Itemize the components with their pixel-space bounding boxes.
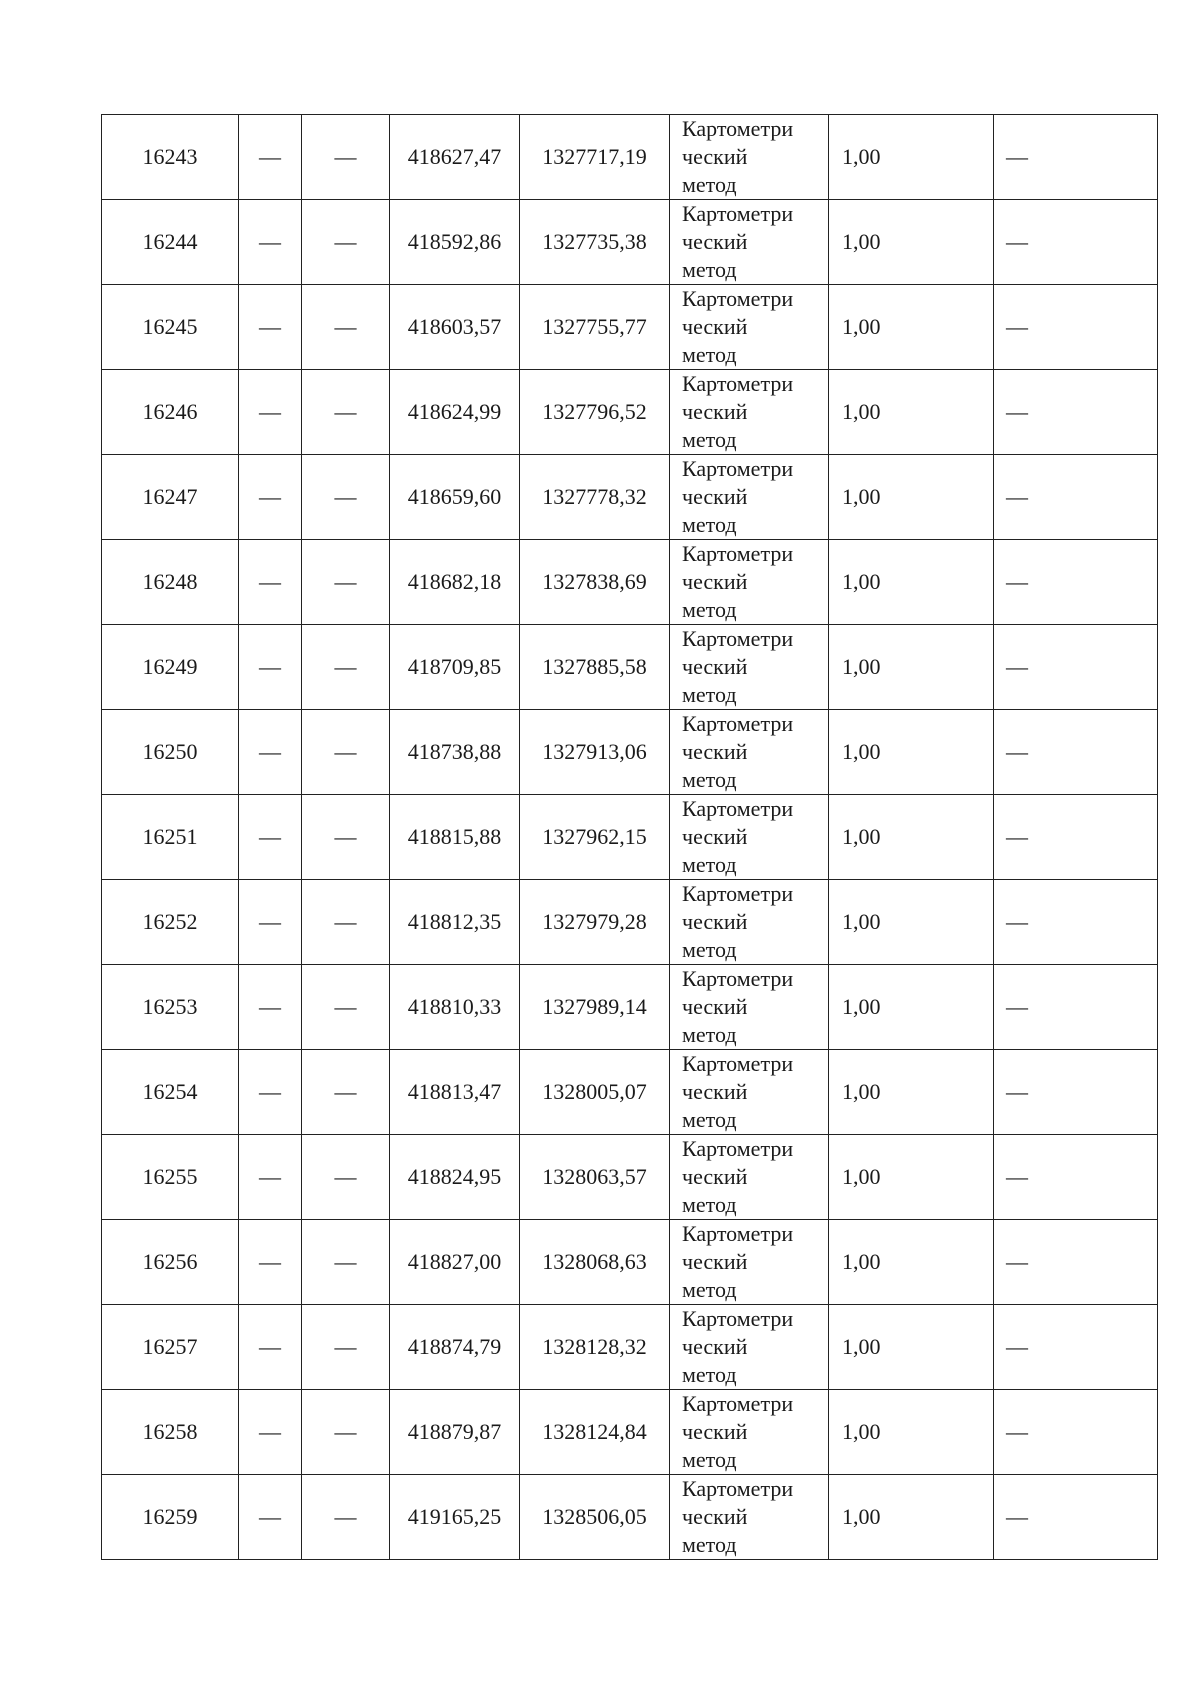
accuracy-text: 1,00 bbox=[842, 1419, 881, 1444]
point-number-cell bbox=[102, 285, 239, 370]
x-coordinate-cell bbox=[390, 1475, 520, 1560]
x-text: 418815,88 bbox=[407, 824, 502, 849]
empty-value-cell bbox=[302, 1475, 390, 1560]
empty-value-cell bbox=[239, 540, 302, 625]
empty-value-cell bbox=[994, 540, 1158, 625]
table-row bbox=[102, 880, 1158, 965]
dash-text: — bbox=[334, 994, 357, 1019]
num-text: 16254 bbox=[142, 1079, 198, 1104]
num-text: 16249 bbox=[142, 654, 198, 679]
x-text: 419165,25 bbox=[407, 1504, 502, 1529]
x-coordinate-cell bbox=[390, 880, 520, 965]
dash-text: — bbox=[1006, 994, 1028, 1019]
empty-value-cell bbox=[302, 1220, 390, 1305]
accuracy-cell bbox=[829, 965, 994, 1050]
dash-text: — bbox=[334, 484, 357, 509]
point-number-cell bbox=[102, 540, 239, 625]
table-row bbox=[102, 710, 1158, 795]
point-number-cell bbox=[102, 710, 239, 795]
x-text: 418659,60 bbox=[407, 484, 502, 509]
num-text: 16247 bbox=[142, 484, 198, 509]
num-text: 16244 bbox=[142, 229, 198, 254]
empty-value-cell bbox=[239, 455, 302, 540]
y-coordinate-cell bbox=[520, 540, 670, 625]
empty-value-cell bbox=[239, 1050, 302, 1135]
table-row bbox=[102, 625, 1158, 710]
table-row bbox=[102, 370, 1158, 455]
accuracy-text: 1,00 bbox=[842, 1504, 881, 1529]
dash-text: — bbox=[259, 569, 281, 594]
accuracy-cell bbox=[829, 200, 994, 285]
empty-value-cell bbox=[239, 115, 302, 200]
empty-value-cell bbox=[994, 115, 1158, 200]
y-coordinate-cell bbox=[520, 795, 670, 880]
empty-value-cell bbox=[994, 200, 1158, 285]
method-text: Картометри ческий метод bbox=[682, 116, 794, 197]
point-number-cell bbox=[102, 1305, 239, 1390]
dash-text: — bbox=[1006, 1504, 1028, 1529]
dash-text: — bbox=[1006, 144, 1028, 169]
method-cell bbox=[670, 370, 829, 455]
point-number-cell bbox=[102, 1135, 239, 1220]
empty-value-cell bbox=[239, 1220, 302, 1305]
num-text: 16243 bbox=[142, 144, 198, 169]
y-coordinate-cell bbox=[520, 710, 670, 795]
empty-value-cell bbox=[302, 965, 390, 1050]
method-cell bbox=[670, 710, 829, 795]
dash-text: — bbox=[1006, 824, 1028, 849]
coordinates-table bbox=[101, 114, 1158, 1560]
dash-text: — bbox=[259, 654, 281, 679]
table-row bbox=[102, 540, 1158, 625]
num-text: 16253 bbox=[142, 994, 198, 1019]
empty-value-cell bbox=[994, 1220, 1158, 1305]
point-number-cell bbox=[102, 115, 239, 200]
dash-text: — bbox=[259, 1419, 281, 1444]
accuracy-text: 1,00 bbox=[842, 314, 881, 339]
dash-text: — bbox=[334, 824, 357, 849]
method-cell bbox=[670, 200, 829, 285]
empty-value-cell bbox=[302, 880, 390, 965]
y-text: 1327778,32 bbox=[542, 484, 647, 509]
y-coordinate-cell bbox=[520, 200, 670, 285]
x-text: 418624,99 bbox=[407, 399, 502, 424]
point-number-cell bbox=[102, 455, 239, 540]
dash-text: — bbox=[259, 1079, 281, 1104]
method-cell bbox=[670, 540, 829, 625]
x-coordinate-cell bbox=[390, 285, 520, 370]
y-text: 1327913,06 bbox=[542, 739, 647, 764]
accuracy-text: 1,00 bbox=[842, 1164, 881, 1189]
accuracy-cell bbox=[829, 455, 994, 540]
y-coordinate-cell bbox=[520, 880, 670, 965]
empty-value-cell bbox=[994, 625, 1158, 710]
accuracy-cell bbox=[829, 370, 994, 455]
dash-text: — bbox=[334, 144, 357, 169]
empty-value-cell bbox=[302, 1135, 390, 1220]
x-coordinate-cell bbox=[390, 1390, 520, 1475]
y-coordinate-cell bbox=[520, 370, 670, 455]
dash-text: — bbox=[334, 654, 357, 679]
empty-value-cell bbox=[239, 880, 302, 965]
x-coordinate-cell bbox=[390, 710, 520, 795]
accuracy-text: 1,00 bbox=[842, 1334, 881, 1359]
y-text: 1328128,32 bbox=[542, 1334, 647, 1359]
accuracy-cell bbox=[829, 795, 994, 880]
dash-text: — bbox=[259, 399, 281, 424]
accuracy-text: 1,00 bbox=[842, 824, 881, 849]
method-cell bbox=[670, 1390, 829, 1475]
x-coordinate-cell bbox=[390, 1305, 520, 1390]
point-number-cell bbox=[102, 795, 239, 880]
empty-value-cell bbox=[302, 455, 390, 540]
method-cell bbox=[670, 455, 829, 540]
method-text: Картометри ческий метод bbox=[682, 796, 794, 877]
method-cell bbox=[670, 1220, 829, 1305]
table-row bbox=[102, 285, 1158, 370]
num-text: 16259 bbox=[142, 1504, 198, 1529]
empty-value-cell bbox=[239, 200, 302, 285]
point-number-cell bbox=[102, 965, 239, 1050]
point-number-cell bbox=[102, 1390, 239, 1475]
y-coordinate-cell bbox=[520, 1220, 670, 1305]
num-text: 16257 bbox=[142, 1334, 198, 1359]
empty-value-cell bbox=[239, 285, 302, 370]
x-text: 418603,57 bbox=[407, 314, 502, 339]
accuracy-cell bbox=[829, 710, 994, 795]
num-text: 16245 bbox=[142, 314, 198, 339]
method-text: Картометри ческий метод bbox=[682, 1221, 794, 1302]
x-text: 418709,85 bbox=[407, 654, 502, 679]
x-text: 418879,87 bbox=[407, 1419, 502, 1444]
table-row bbox=[102, 115, 1158, 200]
empty-value-cell bbox=[994, 1390, 1158, 1475]
empty-value-cell bbox=[302, 540, 390, 625]
num-text: 16255 bbox=[142, 1164, 198, 1189]
method-cell bbox=[670, 115, 829, 200]
dash-text: — bbox=[334, 399, 357, 424]
x-coordinate-cell bbox=[390, 1220, 520, 1305]
x-text: 418812,35 bbox=[407, 909, 502, 934]
empty-value-cell bbox=[994, 1135, 1158, 1220]
accuracy-text: 1,00 bbox=[842, 909, 881, 934]
y-text: 1328063,57 bbox=[542, 1164, 647, 1189]
method-cell bbox=[670, 880, 829, 965]
accuracy-text: 1,00 bbox=[842, 739, 881, 764]
table-row bbox=[102, 1390, 1158, 1475]
x-coordinate-cell bbox=[390, 455, 520, 540]
y-text: 1327796,52 bbox=[542, 399, 647, 424]
dash-text: — bbox=[334, 1504, 357, 1529]
empty-value-cell bbox=[239, 965, 302, 1050]
table-row bbox=[102, 1475, 1158, 1560]
dash-text: — bbox=[334, 909, 357, 934]
method-text: Картометри ческий метод bbox=[682, 541, 794, 622]
point-number-cell bbox=[102, 200, 239, 285]
method-text: Картометри ческий метод bbox=[682, 286, 794, 367]
method-text: Картометри ческий метод bbox=[682, 456, 794, 537]
accuracy-cell bbox=[829, 115, 994, 200]
accuracy-cell bbox=[829, 1305, 994, 1390]
accuracy-cell bbox=[829, 1475, 994, 1560]
dash-text: — bbox=[259, 1334, 281, 1359]
x-coordinate-cell bbox=[390, 1135, 520, 1220]
dash-text: — bbox=[1006, 1249, 1028, 1274]
accuracy-cell bbox=[829, 1135, 994, 1220]
dash-text: — bbox=[1006, 909, 1028, 934]
empty-value-cell bbox=[239, 1135, 302, 1220]
y-coordinate-cell bbox=[520, 1305, 670, 1390]
dash-text: — bbox=[1006, 739, 1028, 764]
empty-value-cell bbox=[994, 370, 1158, 455]
empty-value-cell bbox=[302, 1305, 390, 1390]
dash-text: — bbox=[259, 229, 281, 254]
method-text: Картометри ческий метод bbox=[682, 1306, 794, 1387]
table-row bbox=[102, 795, 1158, 880]
accuracy-text: 1,00 bbox=[842, 1249, 881, 1274]
dash-text: — bbox=[334, 569, 357, 594]
dash-text: — bbox=[334, 1419, 357, 1444]
method-cell bbox=[670, 625, 829, 710]
table-row bbox=[102, 1050, 1158, 1135]
y-text: 1327989,14 bbox=[542, 994, 647, 1019]
dash-text: — bbox=[1006, 1419, 1028, 1444]
empty-value-cell bbox=[302, 285, 390, 370]
point-number-cell bbox=[102, 625, 239, 710]
y-text: 1327885,58 bbox=[542, 654, 647, 679]
y-coordinate-cell bbox=[520, 1390, 670, 1475]
empty-value-cell bbox=[239, 370, 302, 455]
dash-text: — bbox=[1006, 399, 1028, 424]
dash-text: — bbox=[334, 1334, 357, 1359]
accuracy-cell bbox=[829, 625, 994, 710]
empty-value-cell bbox=[302, 1390, 390, 1475]
empty-value-cell bbox=[302, 710, 390, 795]
num-text: 16246 bbox=[142, 399, 198, 424]
dash-text: — bbox=[259, 144, 281, 169]
method-text: Картометри ческий метод bbox=[682, 711, 794, 792]
y-text: 1328506,05 bbox=[542, 1504, 647, 1529]
dash-text: — bbox=[1006, 484, 1028, 509]
dash-text: — bbox=[259, 824, 281, 849]
num-text: 16248 bbox=[142, 569, 198, 594]
x-coordinate-cell bbox=[390, 1050, 520, 1135]
empty-value-cell bbox=[302, 200, 390, 285]
empty-value-cell bbox=[994, 965, 1158, 1050]
y-text: 1327838,69 bbox=[542, 569, 647, 594]
y-coordinate-cell bbox=[520, 455, 670, 540]
method-text: Картометри ческий метод bbox=[682, 1476, 794, 1557]
dash-text: — bbox=[1006, 1334, 1028, 1359]
accuracy-cell bbox=[829, 880, 994, 965]
empty-value-cell bbox=[994, 1305, 1158, 1390]
accuracy-text: 1,00 bbox=[842, 654, 881, 679]
method-cell bbox=[670, 1135, 829, 1220]
method-text: Картометри ческий метод bbox=[682, 626, 794, 707]
method-cell bbox=[670, 285, 829, 370]
y-text: 1328124,84 bbox=[542, 1419, 647, 1444]
empty-value-cell bbox=[302, 370, 390, 455]
num-text: 16252 bbox=[142, 909, 198, 934]
accuracy-cell bbox=[829, 285, 994, 370]
dash-text: — bbox=[259, 484, 281, 509]
dash-text: — bbox=[259, 994, 281, 1019]
num-text: 16258 bbox=[142, 1419, 198, 1444]
method-text: Картометри ческий метод bbox=[682, 201, 794, 282]
y-coordinate-cell bbox=[520, 1050, 670, 1135]
empty-value-cell bbox=[239, 625, 302, 710]
y-coordinate-cell bbox=[520, 965, 670, 1050]
table-row bbox=[102, 455, 1158, 540]
y-coordinate-cell bbox=[520, 285, 670, 370]
y-text: 1327979,28 bbox=[542, 909, 647, 934]
y-text: 1328005,07 bbox=[542, 1079, 647, 1104]
y-coordinate-cell bbox=[520, 1475, 670, 1560]
y-coordinate-cell bbox=[520, 1135, 670, 1220]
dash-text: — bbox=[1006, 654, 1028, 679]
dash-text: — bbox=[334, 739, 357, 764]
table-row bbox=[102, 1135, 1158, 1220]
dash-text: — bbox=[259, 1164, 281, 1189]
empty-value-cell bbox=[239, 795, 302, 880]
x-coordinate-cell bbox=[390, 625, 520, 710]
x-text: 418738,88 bbox=[407, 739, 502, 764]
y-text: 1327735,38 bbox=[542, 229, 647, 254]
x-text: 418592,86 bbox=[407, 229, 502, 254]
point-number-cell bbox=[102, 1050, 239, 1135]
y-coordinate-cell bbox=[520, 625, 670, 710]
method-text: Картометри ческий метод bbox=[682, 1391, 794, 1472]
empty-value-cell bbox=[239, 1390, 302, 1475]
accuracy-cell bbox=[829, 1390, 994, 1475]
x-text: 418813,47 bbox=[407, 1079, 502, 1104]
dash-text: — bbox=[1006, 569, 1028, 594]
dash-text: — bbox=[259, 1249, 281, 1274]
dash-text: — bbox=[1006, 229, 1028, 254]
table-row bbox=[102, 200, 1158, 285]
x-coordinate-cell bbox=[390, 200, 520, 285]
accuracy-cell bbox=[829, 1220, 994, 1305]
dash-text: — bbox=[1006, 1164, 1028, 1189]
x-coordinate-cell bbox=[390, 795, 520, 880]
x-text: 418824,95 bbox=[407, 1164, 502, 1189]
y-text: 1327755,77 bbox=[542, 314, 647, 339]
table-body bbox=[102, 115, 1158, 1560]
dash-text: — bbox=[259, 909, 281, 934]
method-text: Картометри ческий метод bbox=[682, 881, 794, 962]
empty-value-cell bbox=[994, 455, 1158, 540]
empty-value-cell bbox=[239, 1305, 302, 1390]
x-text: 418627,47 bbox=[407, 144, 502, 169]
method-cell bbox=[670, 1050, 829, 1135]
accuracy-text: 1,00 bbox=[842, 569, 881, 594]
accuracy-text: 1,00 bbox=[842, 229, 881, 254]
dash-text: — bbox=[259, 314, 281, 339]
x-coordinate-cell bbox=[390, 370, 520, 455]
empty-value-cell bbox=[994, 1050, 1158, 1135]
dash-text: — bbox=[1006, 1079, 1028, 1104]
table-row bbox=[102, 1220, 1158, 1305]
empty-value-cell bbox=[302, 115, 390, 200]
accuracy-text: 1,00 bbox=[842, 144, 881, 169]
y-coordinate-cell bbox=[520, 115, 670, 200]
point-number-cell bbox=[102, 1475, 239, 1560]
x-text: 418827,00 bbox=[407, 1249, 502, 1274]
empty-value-cell bbox=[994, 880, 1158, 965]
x-coordinate-cell bbox=[390, 115, 520, 200]
empty-value-cell bbox=[302, 795, 390, 880]
method-text: Картометри ческий метод bbox=[682, 371, 794, 452]
accuracy-cell bbox=[829, 1050, 994, 1135]
dash-text: — bbox=[334, 229, 357, 254]
x-text: 418810,33 bbox=[407, 994, 502, 1019]
accuracy-text: 1,00 bbox=[842, 399, 881, 424]
x-text: 418874,79 bbox=[407, 1334, 502, 1359]
dash-text: — bbox=[334, 314, 357, 339]
method-text: Картометри ческий метод bbox=[682, 1051, 794, 1132]
accuracy-cell bbox=[829, 540, 994, 625]
y-text: 1327717,19 bbox=[542, 144, 647, 169]
empty-value-cell bbox=[302, 1050, 390, 1135]
empty-value-cell bbox=[994, 1475, 1158, 1560]
table-row bbox=[102, 1305, 1158, 1390]
accuracy-text: 1,00 bbox=[842, 484, 881, 509]
num-text: 16256 bbox=[142, 1249, 198, 1274]
empty-value-cell bbox=[239, 1475, 302, 1560]
method-cell bbox=[670, 965, 829, 1050]
point-number-cell bbox=[102, 370, 239, 455]
empty-value-cell bbox=[994, 710, 1158, 795]
accuracy-text: 1,00 bbox=[842, 1079, 881, 1104]
point-number-cell bbox=[102, 1220, 239, 1305]
dash-text: — bbox=[334, 1249, 357, 1274]
dash-text: — bbox=[259, 1504, 281, 1529]
empty-value-cell bbox=[994, 285, 1158, 370]
table-row bbox=[102, 965, 1158, 1050]
num-text: 16251 bbox=[142, 824, 198, 849]
method-cell bbox=[670, 795, 829, 880]
y-text: 1327962,15 bbox=[542, 824, 647, 849]
x-text: 418682,18 bbox=[407, 569, 502, 594]
num-text: 16250 bbox=[142, 739, 198, 764]
empty-value-cell bbox=[994, 795, 1158, 880]
empty-value-cell bbox=[239, 710, 302, 795]
dash-text: — bbox=[334, 1079, 357, 1104]
method-text: Картометри ческий метод bbox=[682, 1136, 794, 1217]
method-cell bbox=[670, 1305, 829, 1390]
empty-value-cell bbox=[302, 625, 390, 710]
x-coordinate-cell bbox=[390, 965, 520, 1050]
x-coordinate-cell bbox=[390, 540, 520, 625]
point-number-cell bbox=[102, 880, 239, 965]
method-text: Картометри ческий метод bbox=[682, 966, 794, 1047]
y-text: 1328068,63 bbox=[542, 1249, 647, 1274]
dash-text: — bbox=[334, 1164, 357, 1189]
dash-text: — bbox=[1006, 314, 1028, 339]
dash-text: — bbox=[259, 739, 281, 764]
accuracy-text: 1,00 bbox=[842, 994, 881, 1019]
method-cell bbox=[670, 1475, 829, 1560]
